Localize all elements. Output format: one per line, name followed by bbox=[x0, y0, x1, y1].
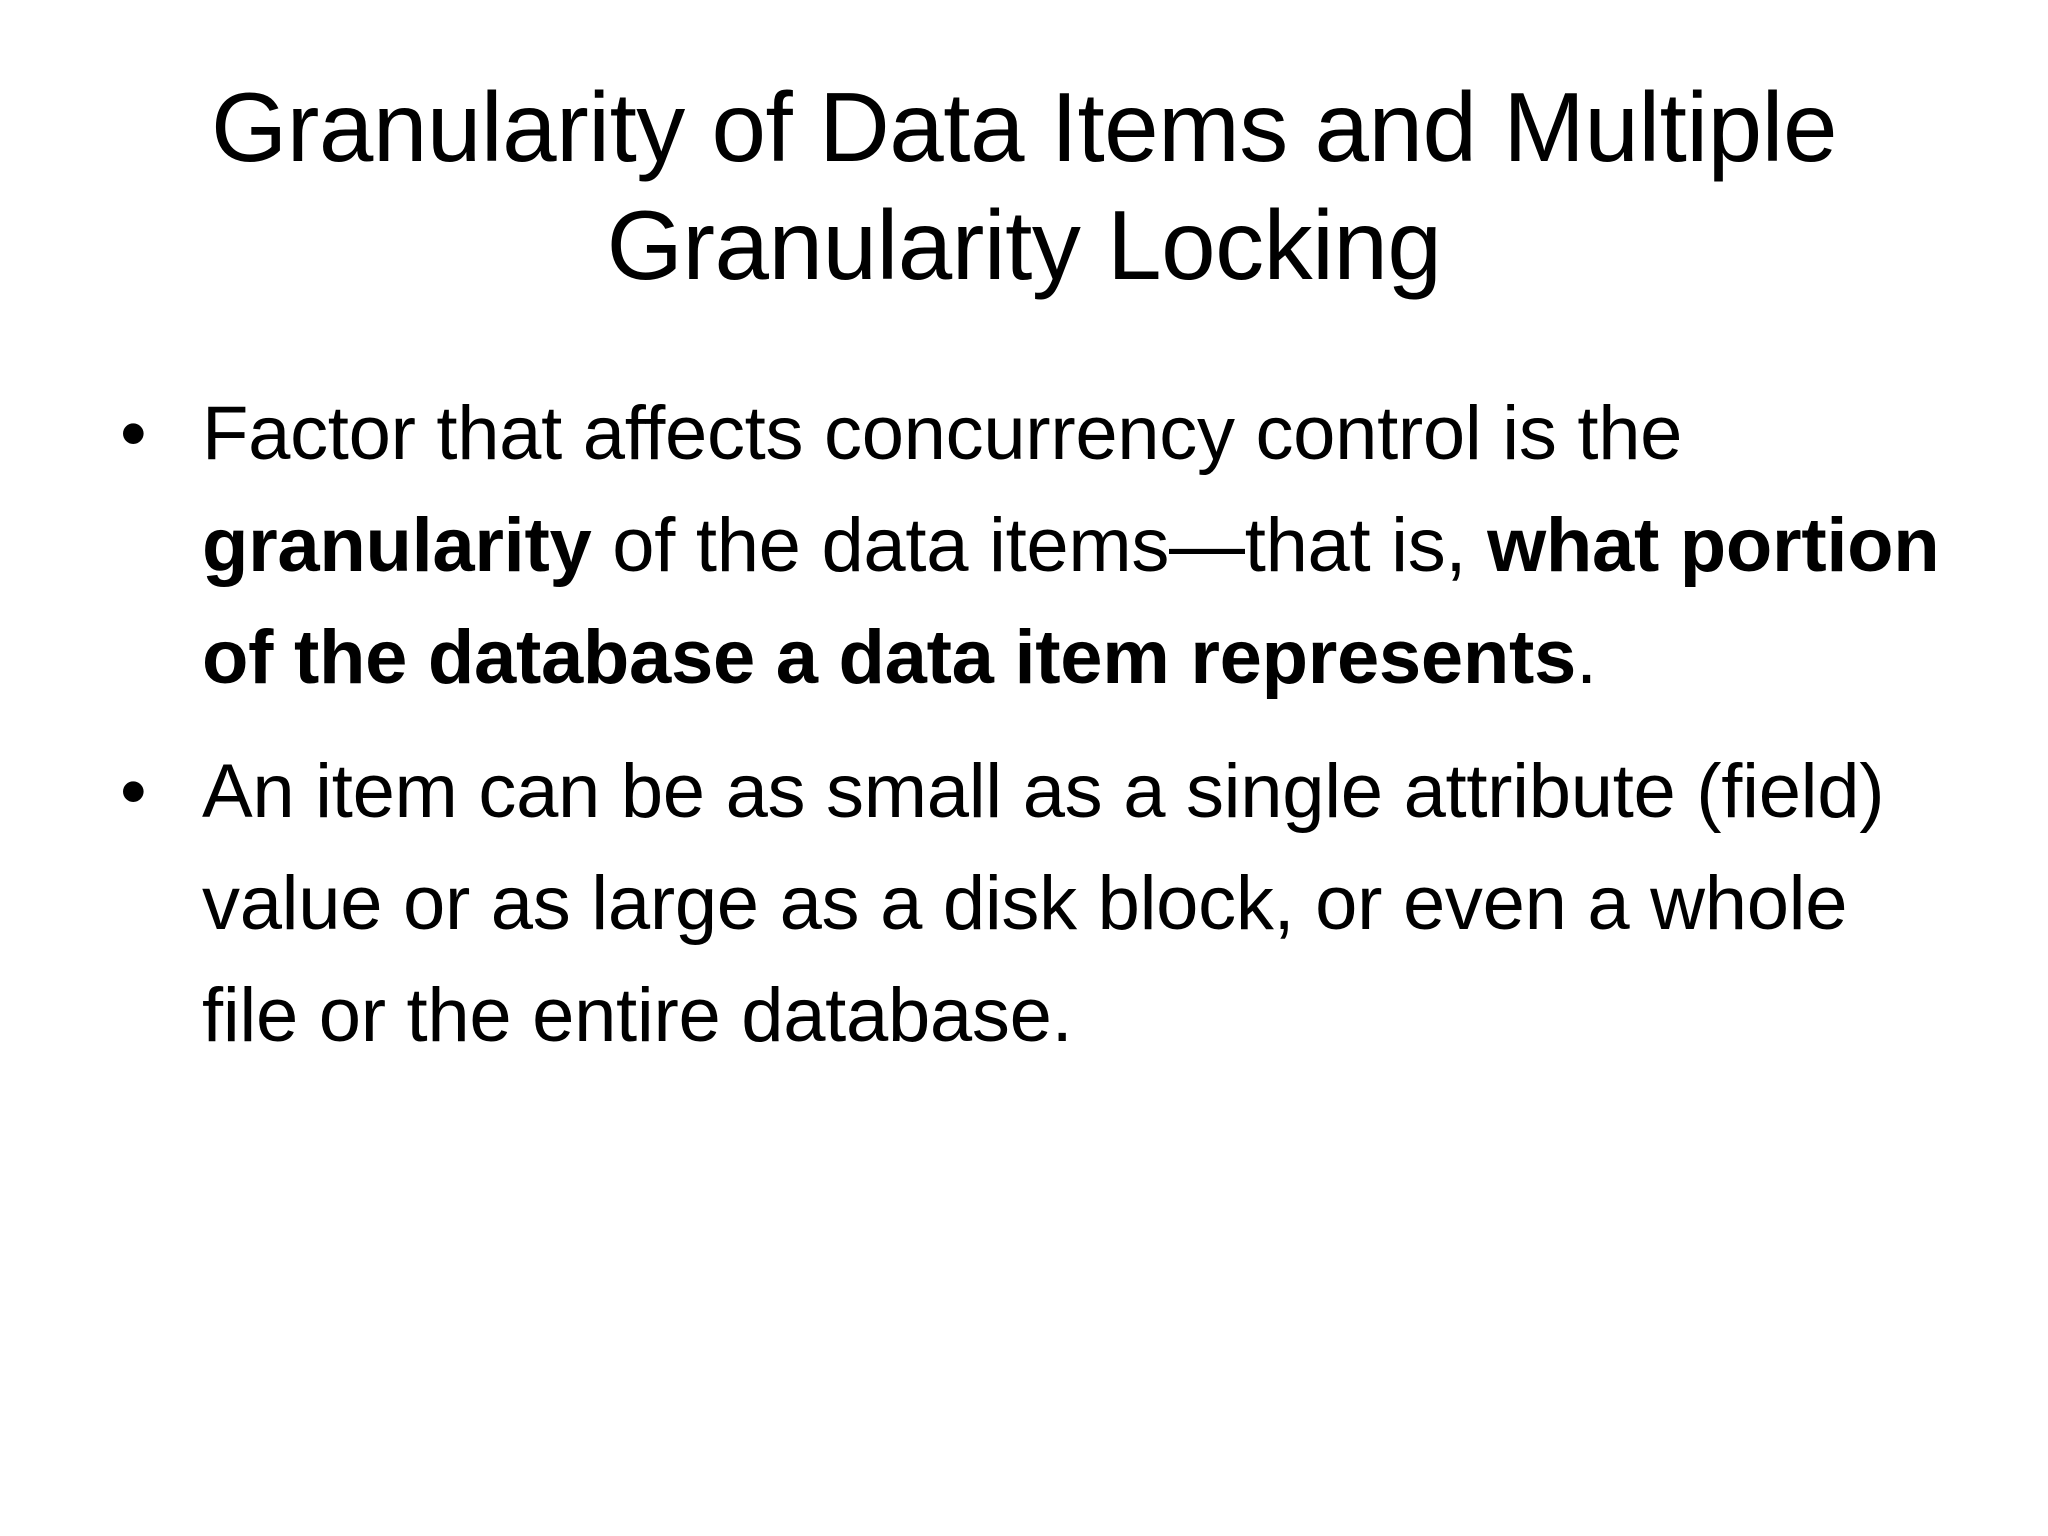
bullet-1-emphasis-granularity: granularity bbox=[202, 503, 592, 588]
bullet-2-text: An item can be as small as a single attribute (field) value or as large as a disk block, or even a whole file or the entire database. bbox=[202, 749, 1885, 1058]
bullet-1-text-part-2: of the data items—that is, bbox=[591, 503, 1488, 588]
slide-title-line-2: Granularity Locking bbox=[606, 190, 1442, 300]
slide-title bbox=[100, 68, 1948, 304]
bullet-dot-icon: • bbox=[120, 391, 147, 476]
slide-title-line-1: Granularity of Data Items and Multiple bbox=[211, 72, 1837, 182]
bullet-list bbox=[120, 378, 1940, 1094]
bullet-1-text-part-3: . bbox=[1575, 615, 1597, 700]
bullet-item-2 bbox=[120, 736, 1940, 1072]
bullet-1-emphasis-definition: what portion of the database a data item represents bbox=[202, 503, 1940, 700]
bullet-dot-icon: • bbox=[120, 749, 147, 834]
bullet-1-text-part-1: Factor that affects concurrency control is the bbox=[202, 391, 1683, 476]
bullet-item-1 bbox=[120, 378, 1940, 714]
